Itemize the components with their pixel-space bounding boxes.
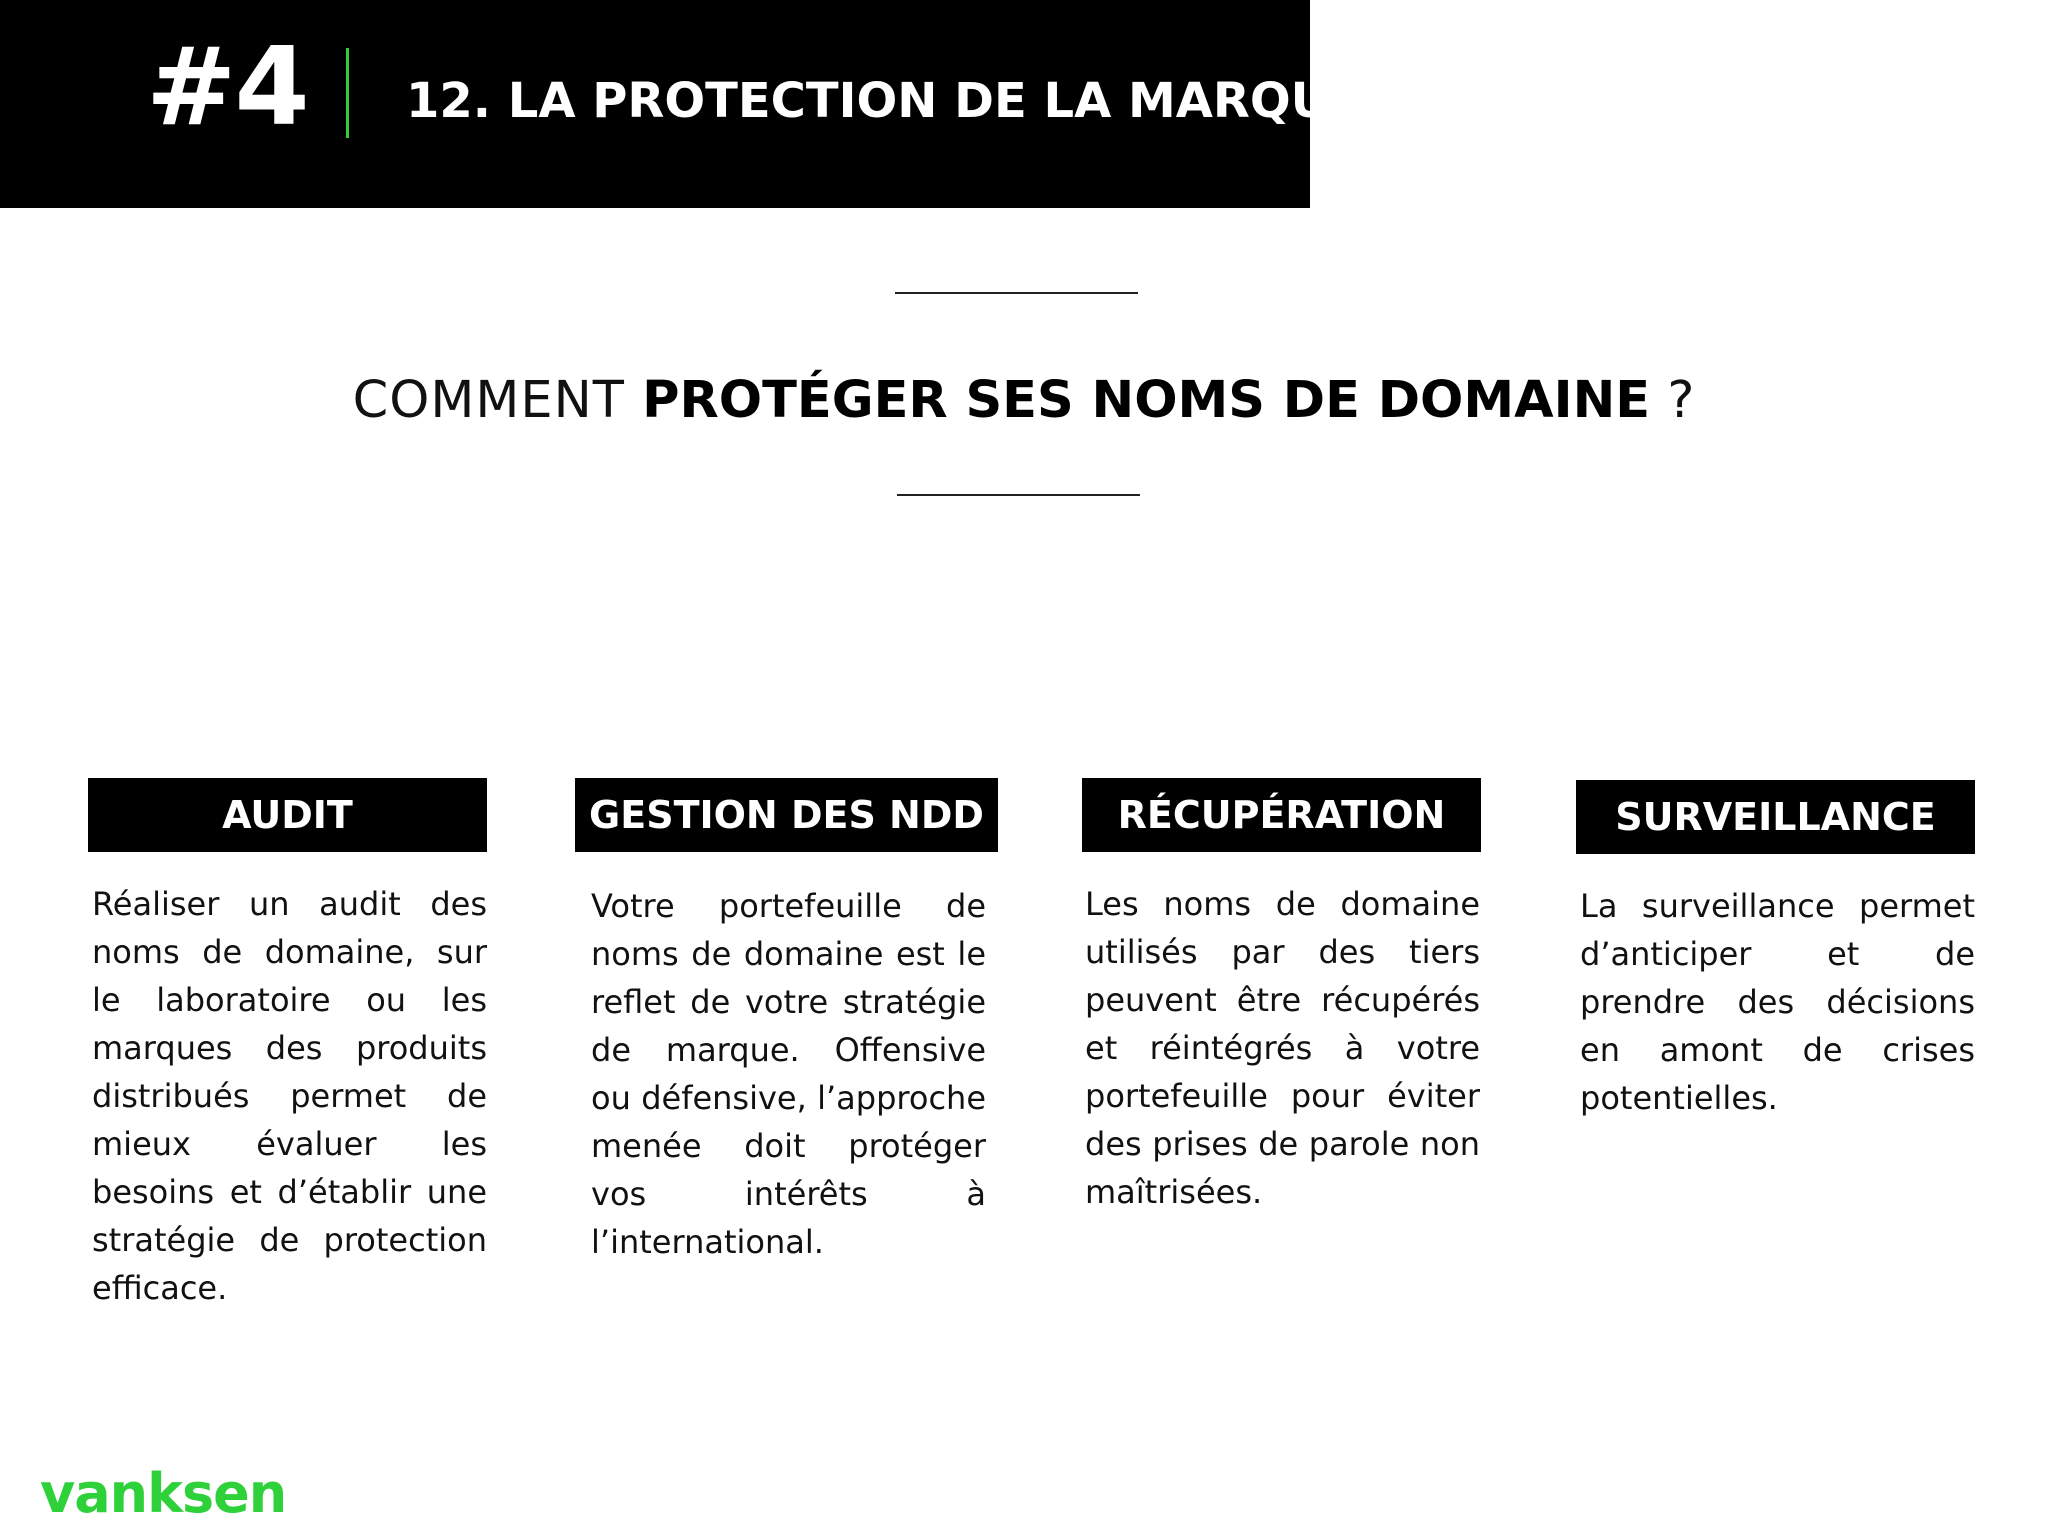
question-heading	[0, 362, 2048, 439]
card-audit-text: Réaliser un audit des noms de domaine, sur le laboratoire ou les marques des produits distribués permet de mieux évaluer les besoins et d’établir une stratégie de protection efficace.	[92, 885, 487, 1307]
question-emphasis: PROTÉGER SES NOMS DE DOMAINE	[642, 371, 1651, 430]
card-recuperation-text: Les noms de domaine utilisés par des tiers peuvent être récupérés et réintégrés à votre portefeuille pour éviter des prises de parole non maîtrisées.	[1085, 885, 1480, 1211]
vanksen-logo: vanksen	[40, 1462, 287, 1525]
section-number: #4	[146, 25, 308, 150]
card-recuperation-title: RÉCUPÉRATION	[1082, 778, 1481, 852]
question-suffix: ?	[1650, 371, 1696, 430]
card-audit-title: AUDIT	[88, 778, 487, 852]
header-title: 12. LA PROTECTION DE LA MARQUE	[406, 73, 1363, 129]
header-divider	[346, 48, 349, 138]
divider-top	[895, 292, 1138, 294]
divider-bottom	[897, 494, 1140, 496]
card-surveillance-text: La surveillance permet d’anticiper et de prendre des décisions en amont de crises potentielles.	[1580, 887, 1975, 1117]
header-bar	[0, 0, 1363, 208]
card-gestion-text: Votre portefeuille de noms de domaine est le reflet de votre stratégie de marque. Offensive ou défensive, l’approche menée doit protéger vos intérêts à l’international.	[591, 887, 986, 1261]
question-prefix: COMMENT	[352, 371, 643, 430]
card-surveillance-title: SURVEILLANCE	[1576, 780, 1975, 854]
card-gestion-title: GESTION DES NDD	[575, 778, 998, 852]
